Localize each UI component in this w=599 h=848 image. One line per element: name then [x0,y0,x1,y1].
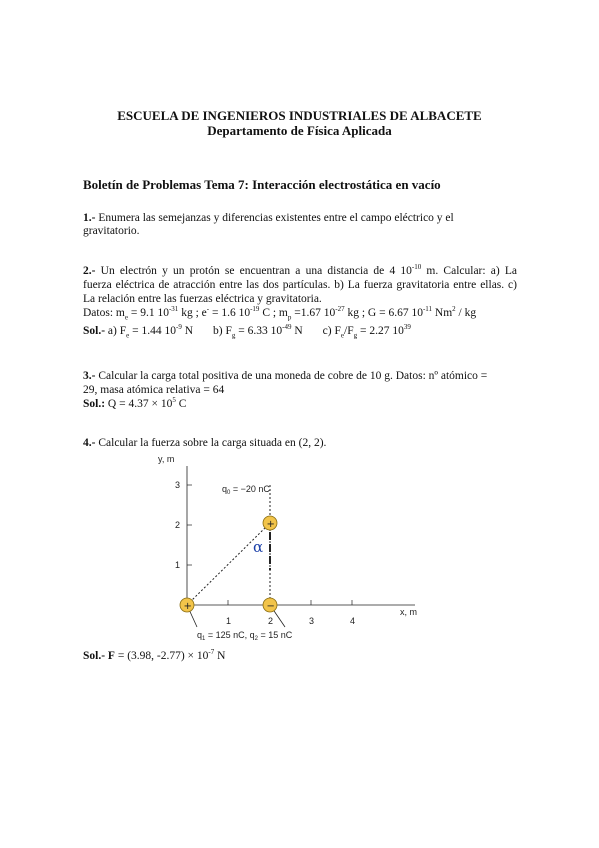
sol-a-unit: N [181,325,194,337]
p3-text: Calcular la carga total positiva de una moneda de cobre de 10 g. Datos: nº atómico = [95,370,488,382]
sol-a-val: = 1.44 10 [129,325,176,337]
department-heading: Departamento de Física Aplicada [207,123,392,138]
q1-sub: 1 [202,636,206,642]
me-sub: e [124,313,128,322]
problem2-solution [83,325,411,339]
x-tick-label-3: 3 [309,616,315,626]
p4-sol-label: Sol.- F [83,650,115,662]
q0-label [222,484,270,496]
e-unit: C ; m [259,307,288,319]
problem1-line2: gravitatorio. [83,225,140,237]
plus-sign-q0: + [266,519,275,530]
q0-sub: 0 [227,490,231,496]
p2-text-b: m. Calcular: a) La [421,265,518,277]
p3-sol-label: Sol.: [83,398,106,410]
x-tick-label-2: 2 [268,616,274,626]
minus-sign-q2: − [266,601,275,612]
sol-b-exp: -49 [282,323,292,332]
g-unit2: / kg [455,307,477,319]
p2-text-a: Un electrón y un protón se encuentran a una distancia de 4 10 [95,265,412,277]
plus-sign-q1: + [183,601,192,612]
g-unit: Nm [432,307,453,319]
problem2-line2: fuerza eléctrica de atracción entre las dos partículas. b) La fuerza gravitatoria entre ellas. c) [83,279,517,291]
sol-c-val: = 2.27 10 [357,325,404,337]
g-exp2: 2 [452,305,456,314]
problem1-number: 1.- [83,212,96,224]
mp-val: =1.67 10 [291,307,336,319]
line-q1-q0 [187,523,270,605]
q0-value: = −20 nC [230,484,270,494]
q1-symbol: q [197,630,203,640]
p3-sol-val: Q = 4.37 × 10 [105,398,173,410]
me-symbol: m [115,307,125,319]
problem2-data [83,307,476,321]
q2-value: = 15 nC [258,630,293,640]
sol-c-exp: 39 [403,323,411,332]
mp-unit: kg ; G = 6.67 10 [344,307,423,319]
y-tick-label-3: 3 [175,480,181,490]
problem4-solution [83,650,225,664]
sol-c-slash: /F [344,325,354,337]
problem4-line1 [83,437,326,451]
problem2-line3: La relación entre las fuerzas eléctrica y gravitatoria. [83,293,322,305]
sol-a: a) F [105,325,127,337]
problem2-number: 2.- [83,265,96,277]
p3-sol-exp: 5 [172,396,176,405]
problem3-number: 3.- [83,370,96,382]
bulletin-title: Boletín de Problemas Tema 7: Interacción electrostática en vacío [83,177,441,192]
e-sup: - [206,305,210,314]
sol-b-val: = 6.33 10 [235,325,283,337]
q2-sub: 2 [254,636,258,642]
p4-text: Calcular la fuerza sobre la carga situada en (2, 2). [95,437,327,449]
y-tick-label-2: 2 [175,520,181,530]
p4-sol-val: = (3.98, -2.77) × 10 [114,650,209,662]
problem1-text: Enumera las semejanzas y diferencias existentes entre el campo eléctrico y el [95,212,454,224]
e-exp: -19 [250,305,260,314]
school-heading: ESCUELA DE INGENIEROS INDUSTRIALES DE ALBACETE [117,108,482,123]
y-axis-label: y, m [158,454,175,464]
sol-label: Sol.- [83,325,106,337]
sol-b-unit: N [291,325,303,337]
problem3-solution [83,398,186,412]
problem4-number: 4.- [83,437,96,449]
data-label: Datos: [83,307,114,319]
e-val: = 1.6 10 [209,307,251,319]
sol-c-sub: e [340,331,344,340]
mp-exp: -27 [335,305,345,314]
problem3-line2: 29, masa atómica relativa = 64 [83,384,225,396]
sol-c: c) F [322,325,341,337]
p3-sol-unit: C [175,398,187,410]
q1-value: = 125 nC, q [205,630,255,640]
me-exp: -31 [168,305,179,314]
sol-a-exp: -9 [176,323,182,332]
charges-diagram [150,450,440,650]
alpha-angle-label: α [253,538,264,556]
x-tick-label-4: 4 [350,616,356,626]
problem3-line1 [83,370,487,384]
x-tick-label-1: 1 [226,616,232,626]
q1-q2-label [197,630,293,642]
me-val: = 9.1 10 [127,307,169,319]
x-axis-label: x, m [400,607,417,617]
sol-c-sub2: g [353,331,358,340]
problem2-line1 [83,265,517,279]
me-unit: kg ; e [178,307,207,319]
p4-sol-unit: N [214,650,226,662]
mp-sub: p [287,313,292,322]
g-exp: -11 [422,305,433,314]
p4-sol-exp: -7 [208,648,215,657]
sol-a-sub: e [126,331,130,340]
sol-b: b) F [213,325,232,337]
problem1-line1 [83,212,454,226]
sol-b-sub: g [231,331,236,340]
p2-exp: -10 [411,263,422,272]
q0-symbol: q [222,484,228,494]
y-tick-label-1: 1 [175,560,181,570]
